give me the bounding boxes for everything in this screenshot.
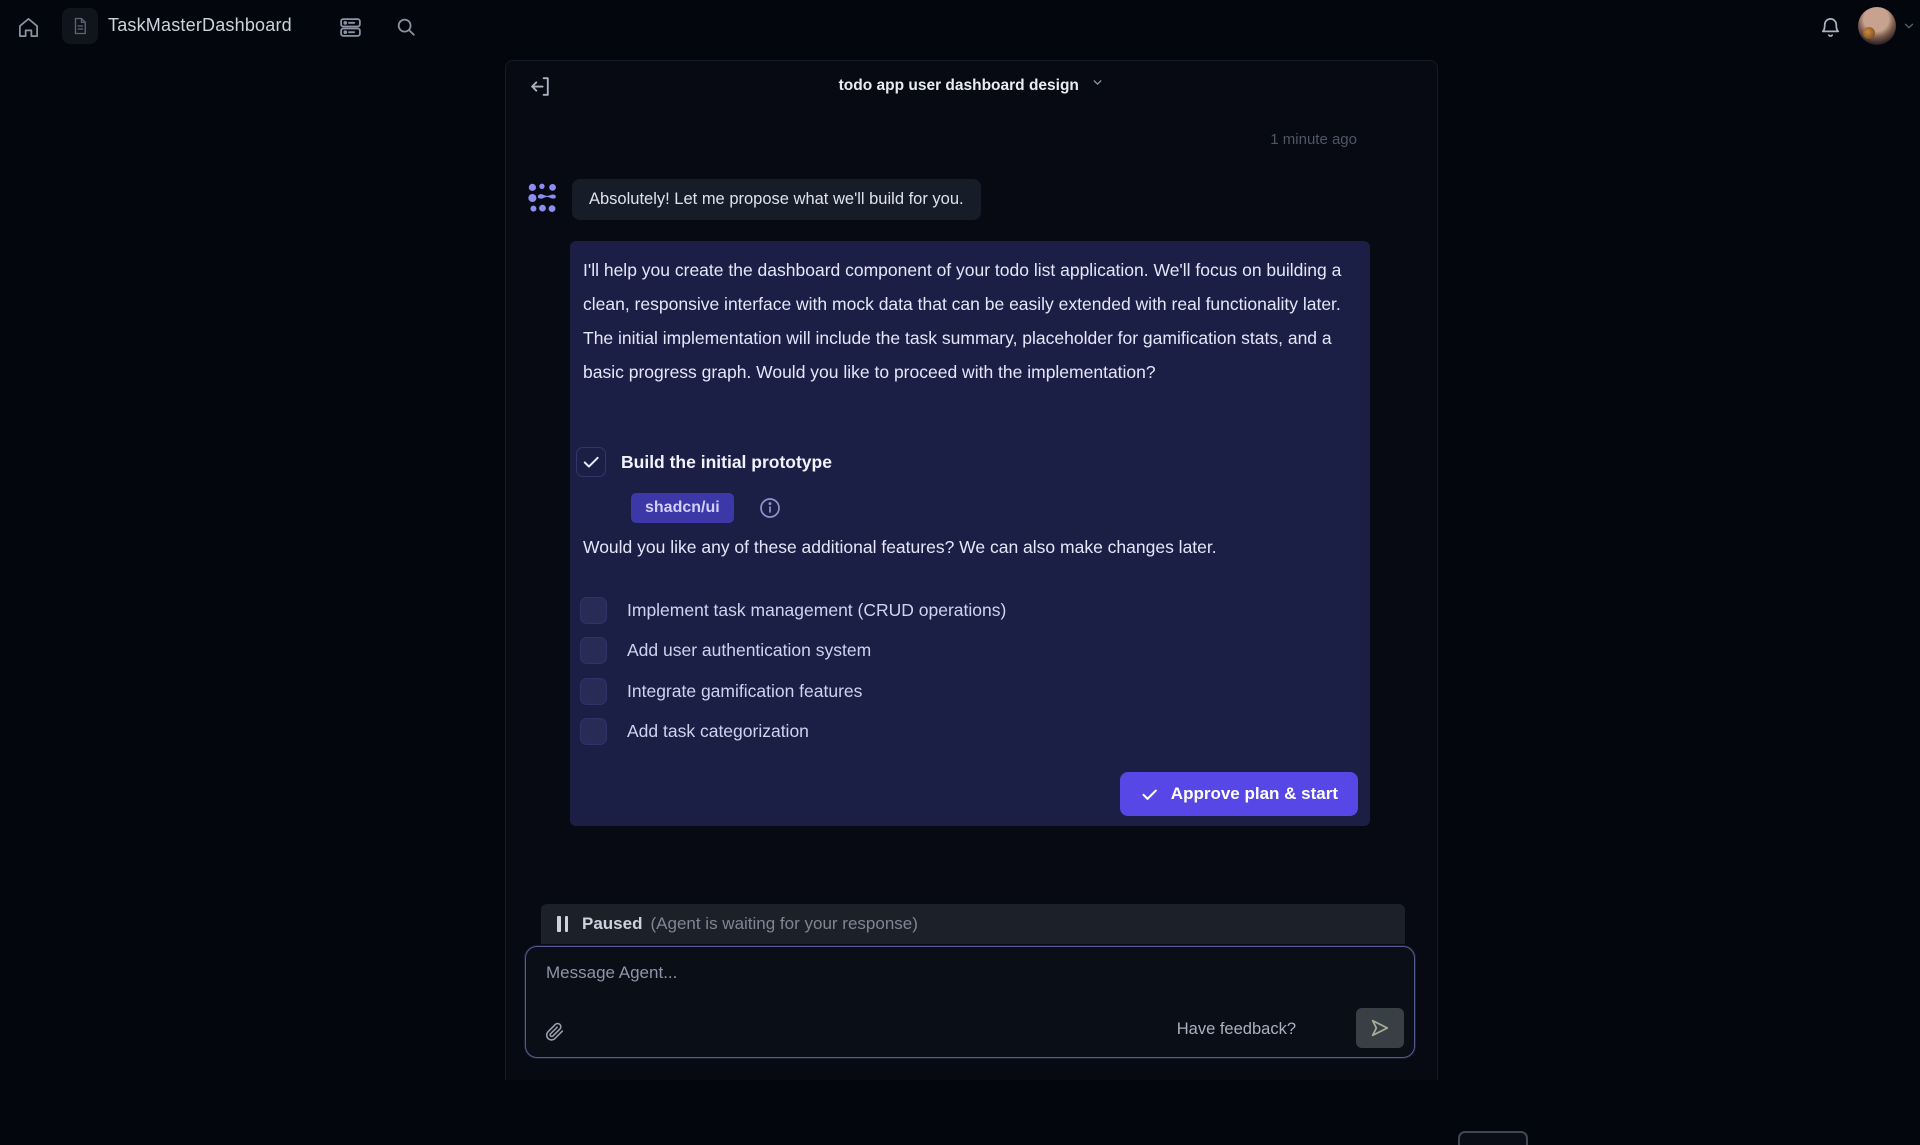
primary-task-row[interactable] bbox=[576, 447, 832, 477]
unchecked-checkbox[interactable] bbox=[580, 597, 607, 624]
status-detail: (Agent is waiting for your response) bbox=[650, 914, 918, 933]
feature-row[interactable] bbox=[580, 637, 871, 664]
feature-label: Integrate gamification features bbox=[627, 681, 863, 701]
chat-title-dropdown[interactable] bbox=[506, 76, 1437, 95]
send-icon bbox=[1369, 1017, 1391, 1039]
checked-checkbox[interactable] bbox=[576, 447, 606, 477]
project-icon[interactable] bbox=[62, 8, 98, 44]
home-icon bbox=[17, 16, 40, 39]
primary-task-label: Build the initial prototype bbox=[621, 451, 832, 472]
feature-row[interactable] bbox=[580, 718, 809, 745]
feature-label: Add user authentication system bbox=[627, 640, 872, 660]
feedback-link[interactable]: Have feedback? bbox=[1176, 1020, 1296, 1038]
features-prompt: Would you like any of these additional features? We can also make changes later. bbox=[583, 537, 1217, 557]
agent-message-row bbox=[526, 179, 981, 220]
search-button[interactable] bbox=[392, 13, 420, 41]
send-button[interactable] bbox=[1356, 1008, 1404, 1048]
plan-card bbox=[570, 241, 1370, 826]
notifications-button[interactable] bbox=[1816, 13, 1844, 41]
feature-label: Add task categorization bbox=[627, 721, 809, 741]
feature-row[interactable] bbox=[580, 678, 862, 705]
chevron-down-icon bbox=[1902, 19, 1916, 33]
info-icon bbox=[758, 496, 782, 520]
shadcn-badge[interactable]: shadcn/ui bbox=[631, 493, 734, 523]
check-icon bbox=[1140, 785, 1159, 804]
agent-message-bubble: Absolutely! Let me propose what we'll build for you. bbox=[572, 179, 981, 220]
avatar bbox=[1858, 7, 1896, 45]
unchecked-checkbox[interactable] bbox=[580, 678, 607, 705]
user-menu[interactable] bbox=[1858, 7, 1916, 45]
timestamp: 1 minute ago bbox=[1270, 131, 1357, 148]
paperclip-icon bbox=[544, 1021, 565, 1042]
file-icon bbox=[71, 17, 89, 35]
bell-icon bbox=[1819, 16, 1842, 39]
attach-button[interactable] bbox=[540, 1017, 568, 1045]
chat-title: todo app user dashboard design bbox=[838, 77, 1079, 94]
composer bbox=[525, 946, 1415, 1058]
resize-handle[interactable] bbox=[1458, 1131, 1528, 1145]
topbar bbox=[0, 0, 1920, 52]
message-input[interactable] bbox=[526, 947, 1414, 1009]
server-icon bbox=[338, 15, 363, 40]
agent-status-bar bbox=[541, 904, 1405, 944]
agent-logo-icon bbox=[526, 181, 560, 215]
unchecked-checkbox[interactable] bbox=[580, 718, 607, 745]
chat-panel bbox=[505, 60, 1438, 1080]
workspace-layout-button[interactable] bbox=[336, 13, 364, 41]
feature-row[interactable] bbox=[580, 597, 1006, 624]
unchecked-checkbox[interactable] bbox=[580, 637, 607, 664]
pause-icon bbox=[557, 916, 568, 932]
badge-row bbox=[631, 493, 783, 523]
chevron-down-icon bbox=[1091, 76, 1104, 89]
feature-label: Implement task management (CRUD operations) bbox=[627, 600, 1007, 620]
plan-intro: I'll help you create the dashboard component of your todo list application. We'll focus on building a clean, responsive interface with mock data that can be easily extended with real functionality later. The initial implementation will include the task summary, placeholder for gamification stats, and a basic progress graph. Would you like to proceed with the implementation? bbox=[583, 260, 1342, 382]
approve-plan-label: Approve plan & start bbox=[1170, 784, 1338, 803]
status-state: Paused bbox=[582, 914, 643, 933]
search-icon bbox=[395, 16, 417, 38]
approve-plan-button[interactable] bbox=[1120, 772, 1358, 816]
chat-header bbox=[506, 61, 1437, 109]
info-button[interactable] bbox=[758, 496, 783, 521]
home-button[interactable] bbox=[14, 13, 42, 41]
check-icon bbox=[581, 452, 601, 472]
project-title[interactable]: TaskMasterDashboard bbox=[108, 15, 292, 35]
